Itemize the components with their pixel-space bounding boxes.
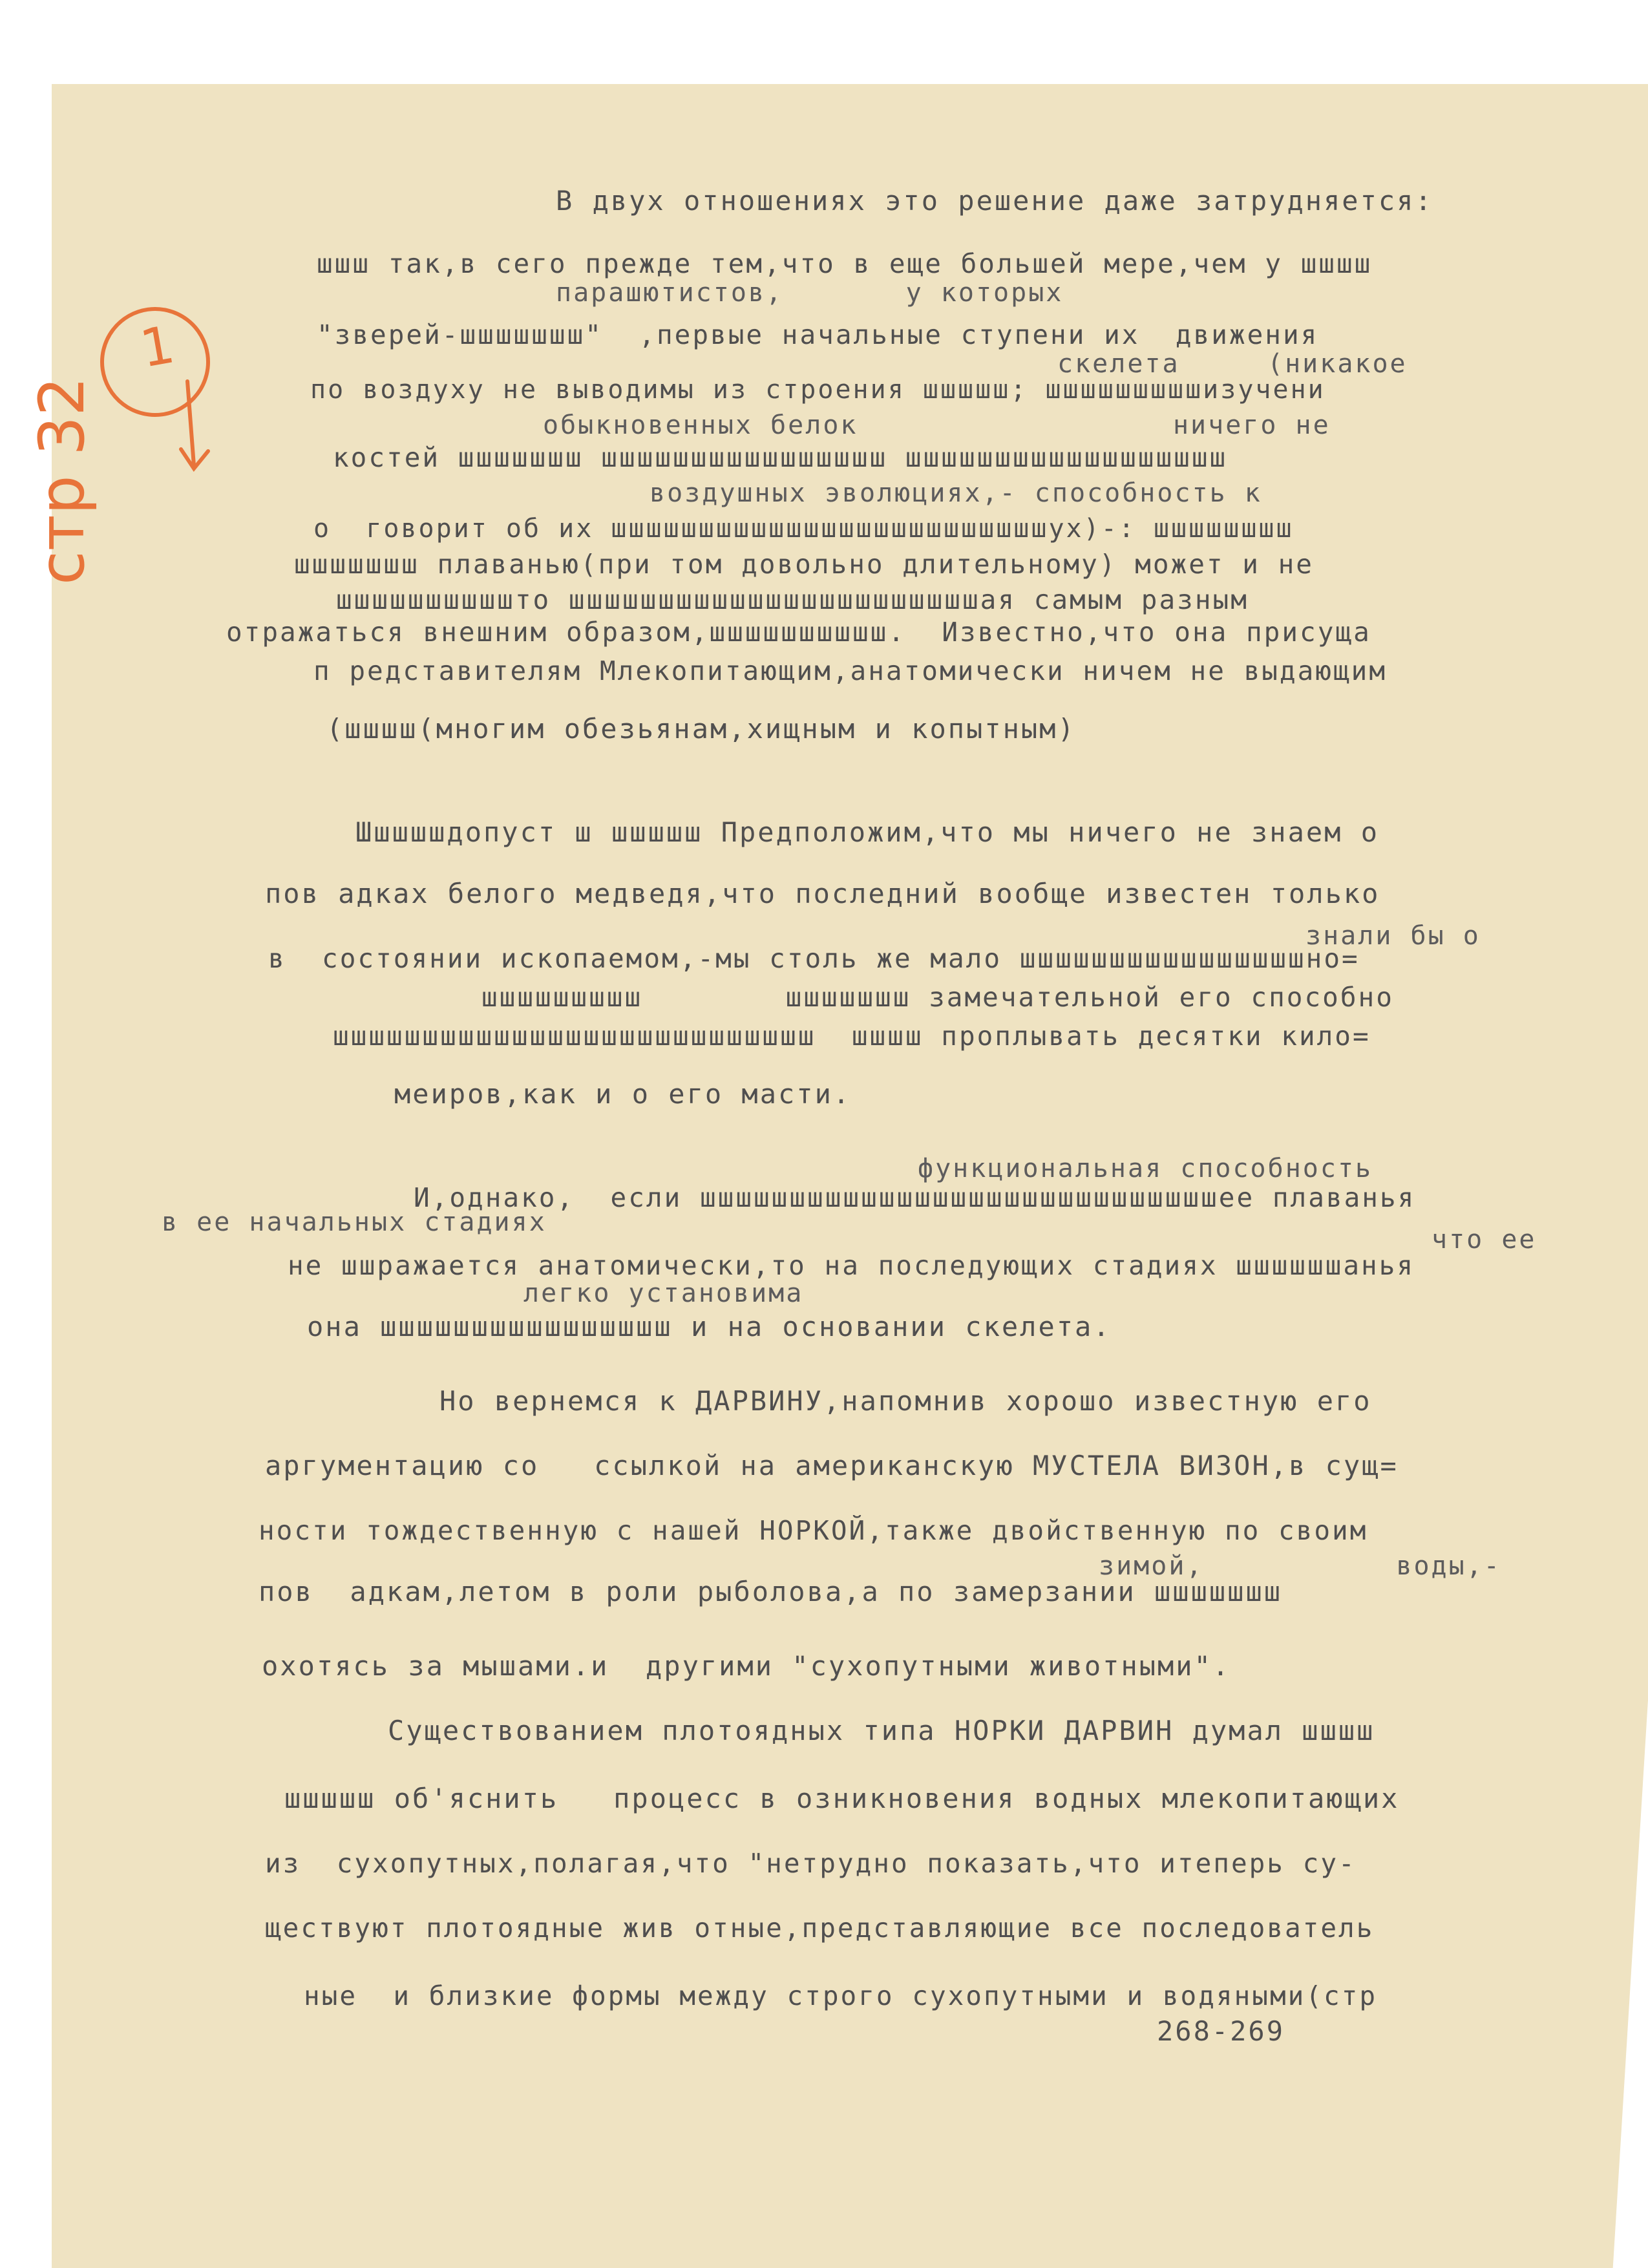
text-line: Существованием плотоядных типа НОРКИ ДАРВИН думал шшшш xyxy=(388,1715,1375,1746)
margin-page-note: стр 32 xyxy=(26,376,98,585)
text-line: отражаться внешним образом,шшшшшшшшшш. Известно,что она присуща xyxy=(226,617,1371,648)
text-line-insert: воздушных эволюциях,- способность к xyxy=(650,478,1262,508)
circled-number: 1 xyxy=(136,314,179,379)
page-reference: 268-269 xyxy=(1157,2015,1285,2047)
text-line: о говорит об их шшшшшшшшшшшшшшшшшшшшшшшшшух)-: шшшшшшшш xyxy=(313,514,1294,544)
text-line-insert: легко установима xyxy=(523,1278,804,1308)
text-line: Но вернемся к ДАРВИНУ,напомнив хорошо известную его xyxy=(439,1385,1372,1417)
text-line: ности тождественную с нашей НОРКОЙ,также двойственную по своим xyxy=(259,1515,1368,1546)
text-line: шшшшшшшшшшто шшшшшшшшшшшшшшшшшшшшшшшая самым разным xyxy=(336,584,1249,615)
text-line: пов адках белого медведя,что последний вообще известен только xyxy=(265,878,1380,909)
text-line: ные и близкие формы между строго сухопутными и водяными(стр xyxy=(304,1980,1378,2011)
text-line: Шшшшшдопуст ш шшшшш Предположим,что мы ничего не знаем о xyxy=(355,816,1380,848)
text-line: меиров,как и о его масти. xyxy=(394,1078,852,1110)
text-line: шшшшшшшшшшшшшшшшшшшшшшшшшшш шшшш проплывать десятки кило= xyxy=(333,1021,1371,1052)
text-line: шшшшшшшшш шшшшшшш замечательной его способно xyxy=(481,982,1394,1013)
text-line: п редставителям Млекопитающим,анатомически ничем не выдающим xyxy=(313,655,1388,686)
text-line: шшш так,в сего прежде тем,что в еще большей мере,чем у шшшш xyxy=(317,248,1373,279)
text-line: по воздуху не выводимы из строения шшшшш; шшшшшшшшшизучени xyxy=(310,375,1326,405)
text-line: в состоянии ископаемом,-мы столь же мало шшшшшшшшшшшшшшшшно= xyxy=(268,943,1360,974)
text-line-insert: парашютистов, у которых xyxy=(556,278,1064,308)
text-line: охотясь за мышами.и другими "сухопутными животными". xyxy=(262,1650,1231,1682)
text-line: пов адкам,летом в роли рыболова,а по замерзании шшшшшшш xyxy=(259,1576,1283,1607)
text-line: из сухопутных,полагая,что "нетрудно показать,что итеперь су- xyxy=(265,1848,1357,1879)
text-line: ществуют плотоядные жив отные,представляющие все последователь xyxy=(265,1913,1375,1944)
text-line: костей шшшшшшш шшшшшшшшшшшшшшшш шшшшшшшшшшшшшшшшшш xyxy=(333,442,1228,473)
text-line: шшшшш об'яснить процесс в озникновения водных млекопитающих xyxy=(284,1783,1400,1814)
text-line-insert: скелета (никакое xyxy=(1057,349,1408,379)
text-line-insert: что ее xyxy=(1431,1225,1537,1255)
text-line: "зверей-шшшшшшш" ,первые начальные ступени их движения xyxy=(317,319,1319,350)
text-line-insert: обыкновенных белок ничего не xyxy=(543,410,1331,440)
text-line: В двух отношениях это решение даже затрудняется: xyxy=(556,185,1433,217)
text-line: И,однако, если шшшшшшшшшшшшшшшшшшшшшшшшшшшшшее плаванья xyxy=(414,1182,1416,1213)
text-line: шшшшшшш плаванью(при том довольно длительному) может и не xyxy=(294,549,1314,580)
text-line: она шшшшшшшшшшшшшшшш и на основании скелета. xyxy=(307,1311,1112,1342)
text-line: (шшшш(многим обезьянам,хищным и копытным) xyxy=(326,713,1076,745)
text-line-insert: в ее начальных стадиях xyxy=(162,1207,547,1237)
text-line-insert: знали бы о xyxy=(1305,921,1481,951)
text-line: аргументацию со ссылкой на американскую МУСТЕЛА ВИЗОН,в сущ= xyxy=(265,1450,1399,1481)
text-line: не шшражается анатомически,то на последующих стадиях шшшшшшанья xyxy=(288,1250,1415,1281)
text-line-insert: функциональная способность xyxy=(918,1154,1373,1183)
text-line-insert: зимой, воды,- xyxy=(1099,1551,1501,1581)
